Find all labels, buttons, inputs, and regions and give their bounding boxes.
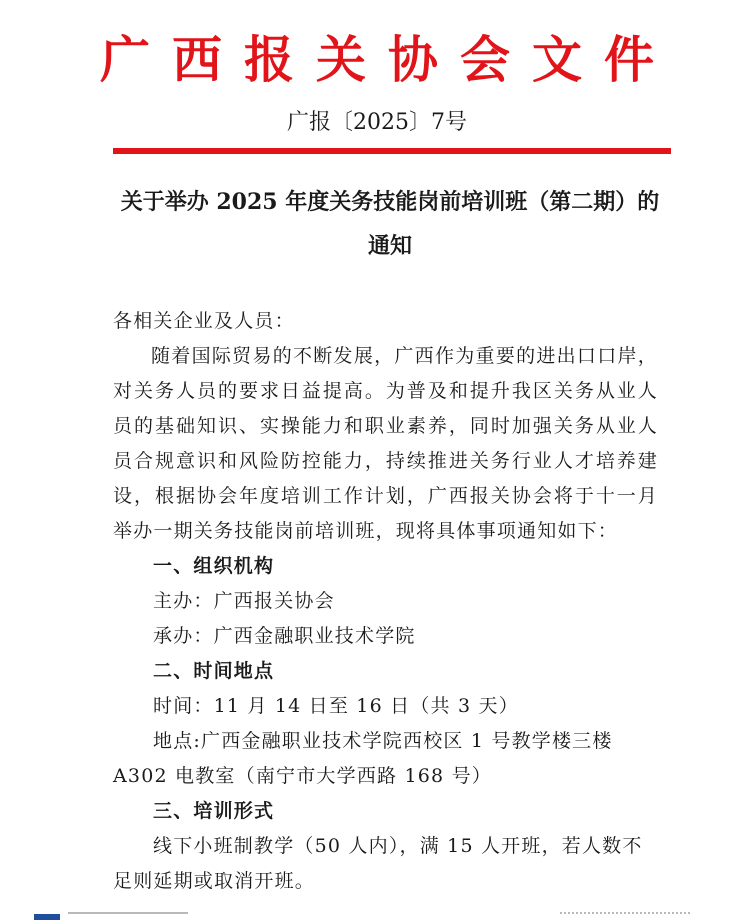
document-title <box>100 180 680 268</box>
place-line: 地点:广西金融职业技术学院西校区 1 号教学楼三楼 A302 电教室（南宁市大学西路 168 号） <box>113 730 613 787</box>
document-title-line-2: 通知 <box>367 233 412 259</box>
section-3-heading: 三、培训形式 <box>153 800 275 822</box>
section-2-heading: 二、时间地点 <box>153 660 275 682</box>
host-line: 主办：广西报关协会 <box>153 590 335 612</box>
time-line: 时间：11 月 14 日至 16 日（共 3 天） <box>153 695 519 717</box>
document-body <box>113 304 658 899</box>
cropped-text-fragment <box>68 912 188 920</box>
org-masthead: 广西报关协会文件 <box>100 30 676 89</box>
intro-paragraph: 随着国际贸易的不断发展，广西作为重要的进出口口岸，对关务人员的要求日益提高。为普及和提升我区关务从业人员的基础知识、实操能力和职业素养，同时加强关务从业人员合规意识和风险防控能力，持续推进关务行业人才培养建设，根据协会年度培训工作计划，广西报关协会将于十一月举办一期关务技能岗前培训班，现将具体事项通知如下： <box>113 345 658 542</box>
section-1-heading: 一、组织机构 <box>153 555 275 577</box>
red-divider-rule <box>113 148 671 154</box>
format-line: 线下小班制教学（50 人内），满 15 人开班，若人数不足则延期或取消开班。 <box>113 835 643 892</box>
organizer-line: 承办：广西金融职业技术学院 <box>153 625 416 647</box>
document-number: 广报〔2025〕7号 <box>287 110 467 135</box>
next-page-edge <box>0 908 754 920</box>
document-title-line-1: 关于举办 2025 年度关务技能岗前培训班（第二期）的 <box>120 189 660 215</box>
logo-fragment <box>34 914 60 920</box>
salutation: 各相关企业及人员： <box>113 310 295 332</box>
cropped-text-fragment-right <box>560 912 690 920</box>
